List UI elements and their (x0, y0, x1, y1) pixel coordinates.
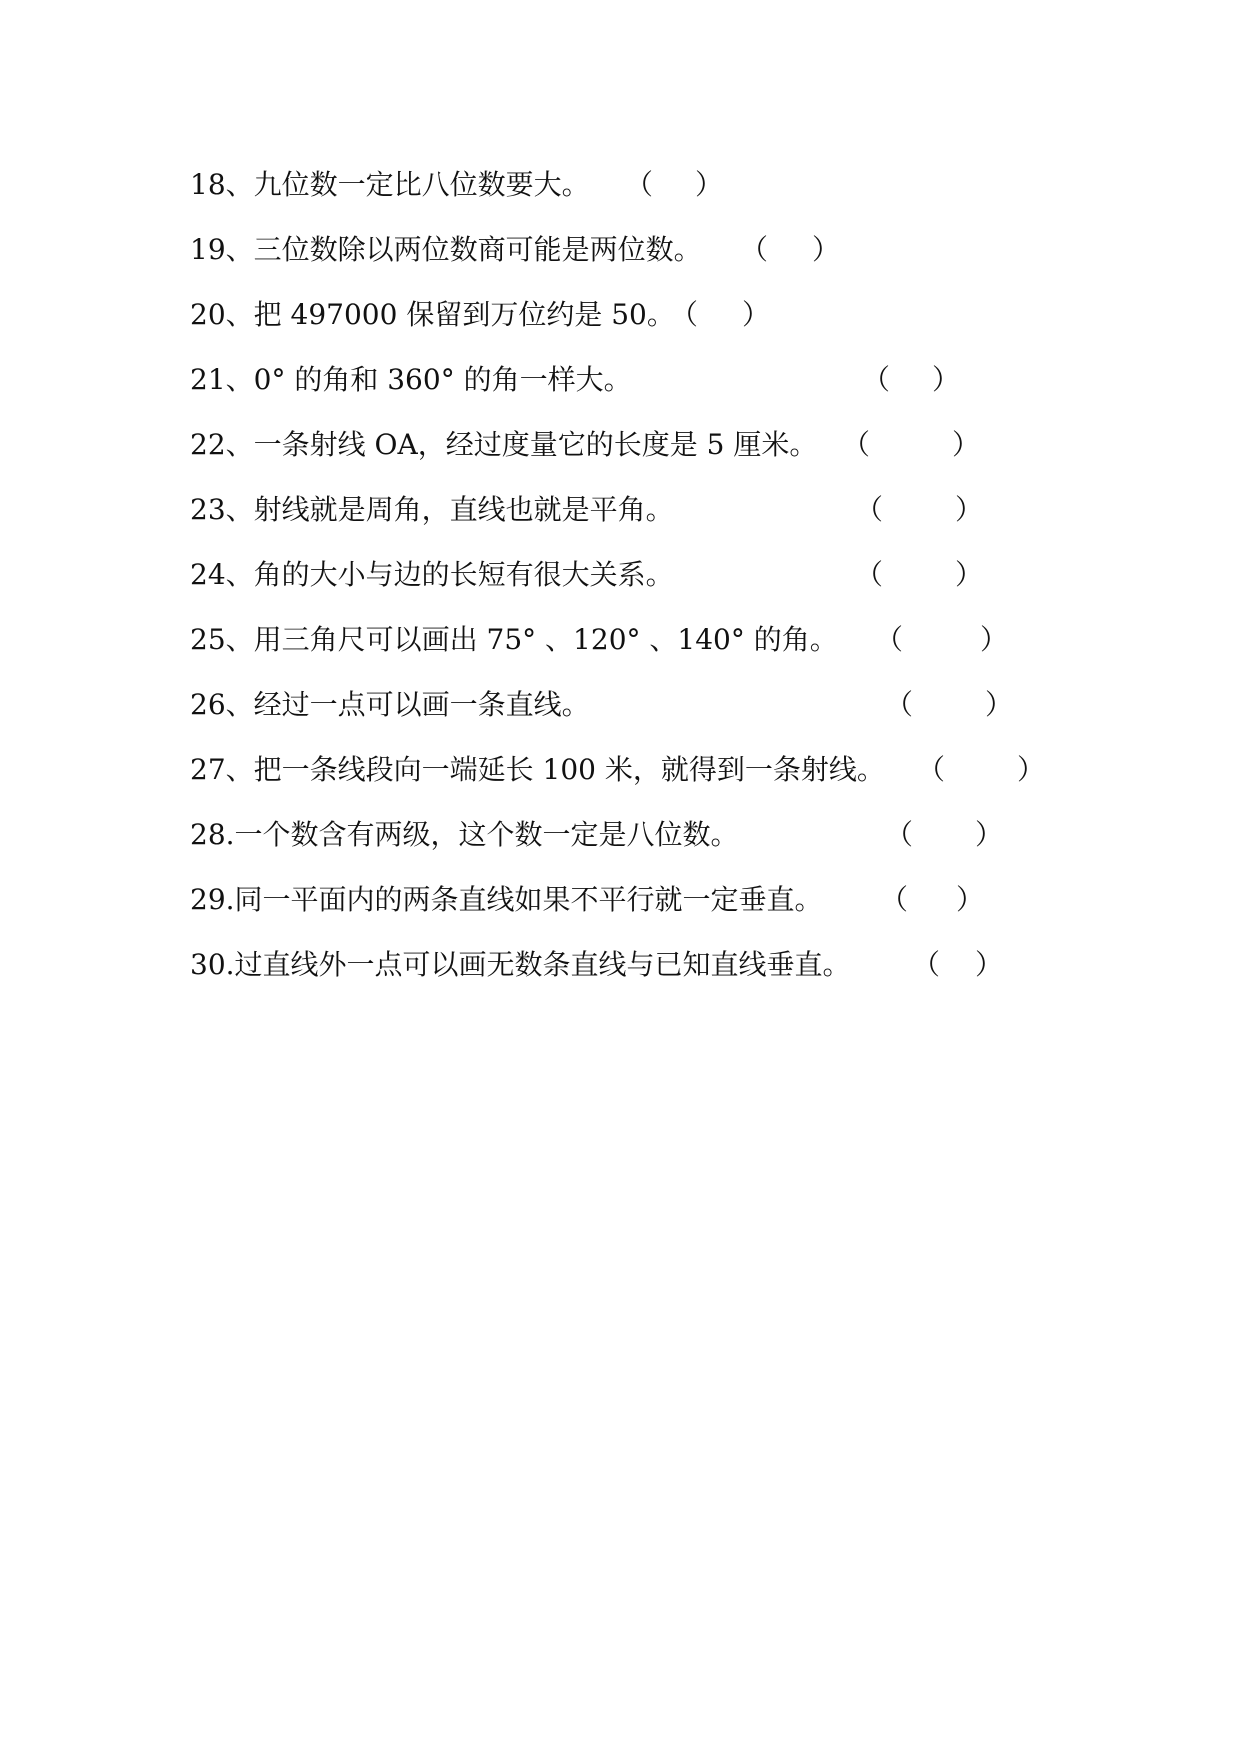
answer-close-paren: ） (975, 818, 1004, 851)
question-text: 20、把 497000 保留到万位约是 50。 (190, 298, 675, 331)
answer-open-paren: （ (625, 168, 654, 201)
answer-open-paren: （ (880, 883, 909, 916)
question-23 (190, 490, 984, 530)
answer-open-paren: （ (862, 363, 891, 396)
question-18 (190, 165, 724, 205)
answer-open-paren: （ (912, 948, 941, 981)
answer-open-paren: （ (885, 818, 914, 851)
answer-open-paren: （ (917, 753, 946, 786)
question-26 (190, 685, 1014, 725)
question-28 (190, 815, 1004, 855)
question-text: 26、经过一点可以画一条直线。 (190, 688, 590, 721)
answer-close-paren: ） (956, 883, 985, 916)
question-21 (190, 360, 961, 400)
answer-close-paren: ） (985, 688, 1014, 721)
question-25 (190, 620, 1009, 660)
answer-close-paren: ） (1017, 753, 1046, 786)
answer-close-paren: ） (952, 428, 981, 461)
question-30 (190, 945, 1004, 985)
answer-open-paren: （ (670, 298, 699, 331)
question-text: 24、角的大小与边的长短有很大关系。 (190, 558, 674, 591)
question-19 (190, 230, 841, 270)
answer-open-paren: （ (855, 558, 884, 591)
answer-open-paren: （ (842, 428, 871, 461)
question-text: 27、把一条线段向一端延长 100 米，就得到一条射线。 (190, 753, 885, 786)
question-text: 25、用三角尺可以画出 75° 、120° 、140° 的角。 (190, 623, 838, 656)
answer-close-paren: ） (742, 298, 771, 331)
question-24 (190, 555, 984, 595)
answer-close-paren: ） (695, 168, 724, 201)
question-text: 18、九位数一定比八位数要大。 (190, 168, 590, 201)
question-text: 23、射线就是周角，直线也就是平角。 (190, 493, 674, 526)
question-22 (190, 425, 981, 465)
answer-close-paren: ） (980, 623, 1009, 656)
question-27 (190, 750, 1046, 790)
question-text: 30.过直线外一点可以画无数条直线与已知直线垂直。 (190, 948, 851, 981)
question-20 (190, 295, 771, 335)
question-text: 19、三位数除以两位数商可能是两位数。 (190, 233, 702, 266)
answer-open-paren: （ (875, 623, 904, 656)
question-text: 21、0° 的角和 360° 的角一样大。 (190, 363, 632, 396)
answer-close-paren: ） (955, 493, 984, 526)
question-29 (190, 880, 985, 920)
question-text: 28.一个数含有两级，这个数一定是八位数。 (190, 818, 739, 851)
question-text: 29.同一平面内的两条直线如果不平行就一定垂直。 (190, 883, 823, 916)
answer-close-paren: ） (932, 363, 961, 396)
answer-close-paren: ） (975, 948, 1004, 981)
answer-open-paren: （ (855, 493, 884, 526)
answer-open-paren: （ (740, 233, 769, 266)
answer-close-paren: ） (812, 233, 841, 266)
answer-open-paren: （ (885, 688, 914, 721)
answer-close-paren: ） (955, 558, 984, 591)
question-text: 22、一条射线 OA，经过度量它的长度是 5 厘米。 (190, 428, 818, 461)
